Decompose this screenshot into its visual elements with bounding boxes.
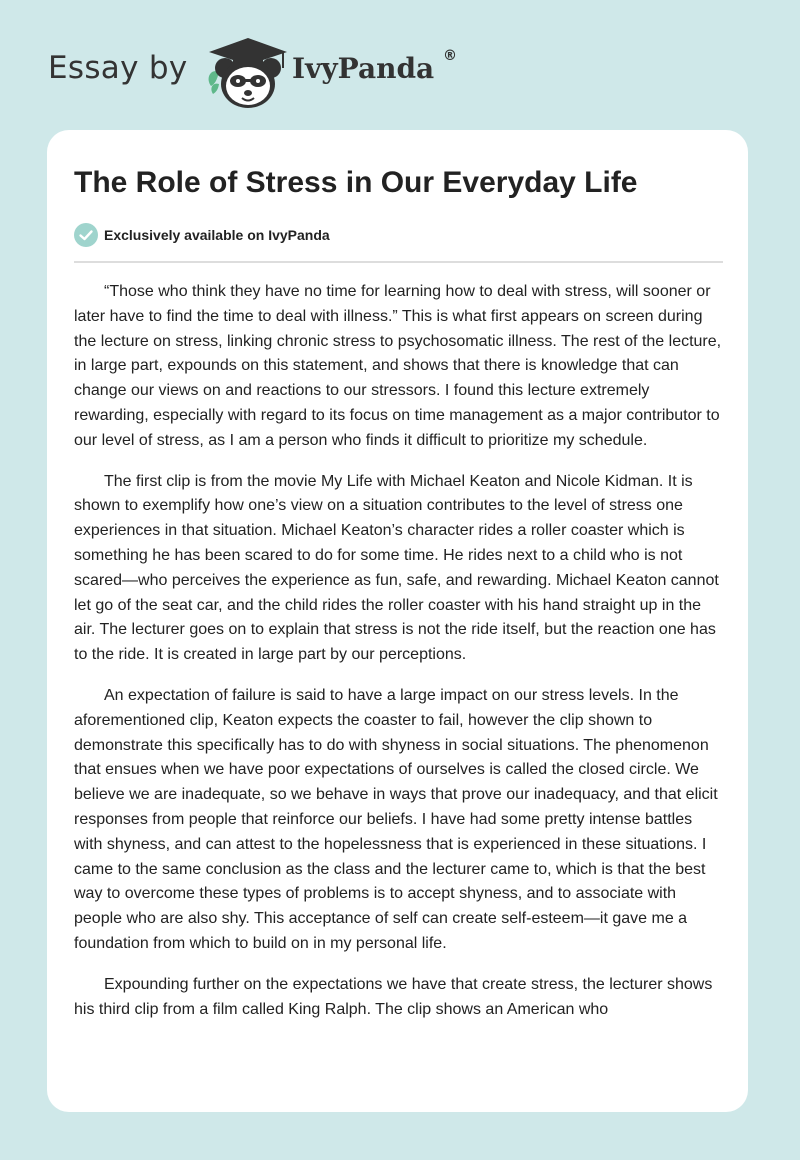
essay-paragraph-4: Expounding further on the expectations we have that create stress, the lecturer shows his third clip from a film called King Ralph. The clip shows an American who [74, 975, 713, 1018]
brand-prefix: Essay by [48, 50, 188, 86]
essay-title: The Role of Stress in Our Everyday Life [74, 166, 638, 199]
essay-card [47, 130, 748, 1112]
essay-paragraph-1: “Those who think they have no time for learning how to deal with stress, will sooner or later have to find the time to deal with illness.” This is what first appears on screen during the lecture on stress, linking chronic stress to psychosomatic illness. The rest of the lecture, in large part, expounds on this statement, and shows that there is knowledge that can change our views on and reactions to our stressors. I found this lecture extremely rewarding, especially with regard to its focus on time management as a major contributor to our level of stress, as I am a person who finds it difficult to prioritize my schedule. [74, 283, 722, 449]
essay-paragraph-2: The first clip is from the movie My Life with Michael Keaton and Nicole Kidman. It is shown to exemplify how one’s view on a situation contributes to the level of stress one experiences in that situation. Michael Keaton’s character rides a roller coaster which is something he has been scared to do for some time. He rides next to a child who is not scared—who perceives the experience as fun, safe, and rewarding. Michael Keaton cannot let go of the seat car, and the child rides the roller coaster with his hand straight up in the air. The lecturer goes on to explain that stress is not the ride itself, but the reaction one has to the ride. It is created in large part by our perceptions. [74, 472, 719, 664]
exclusive-badge [74, 222, 330, 248]
check-circle-icon [74, 223, 98, 247]
essay-body [74, 280, 724, 1038]
site-header [48, 30, 508, 110]
exclusive-badge-text: Exclusively available on IvyPanda [104, 227, 330, 243]
title-divider [74, 261, 723, 263]
panda-graduate-icon [203, 34, 293, 110]
brand-name: IvyPanda [292, 52, 435, 85]
essay-paragraph-3: An expectation of failure is said to have a large impact on our stress levels. In the aforementioned clip, Keaton expects the coaster to fail, however the clip shown to demonstrate this specifically has to do with shyness in social situations. The phenomenon that ensues when we have poor expectations of ourselves is called the closed circle. We believe we are inadequate, so we behave in ways that prove our inadequacy, and that elicit responses from people that reinforce our beliefs. I have had some pretty intense battles with shyness, and can attest to the hopelessness that is experienced in these situations. I came to the same conclusion as the class and the lecturer came to, which is that the best way to overcome these types of problems is to accept shyness, and to associate with people who are also shy. This acceptance of self can create self-esteem—it gave me a foundation from which to build on in my personal life. [74, 686, 718, 952]
registered-mark: ® [443, 48, 457, 64]
